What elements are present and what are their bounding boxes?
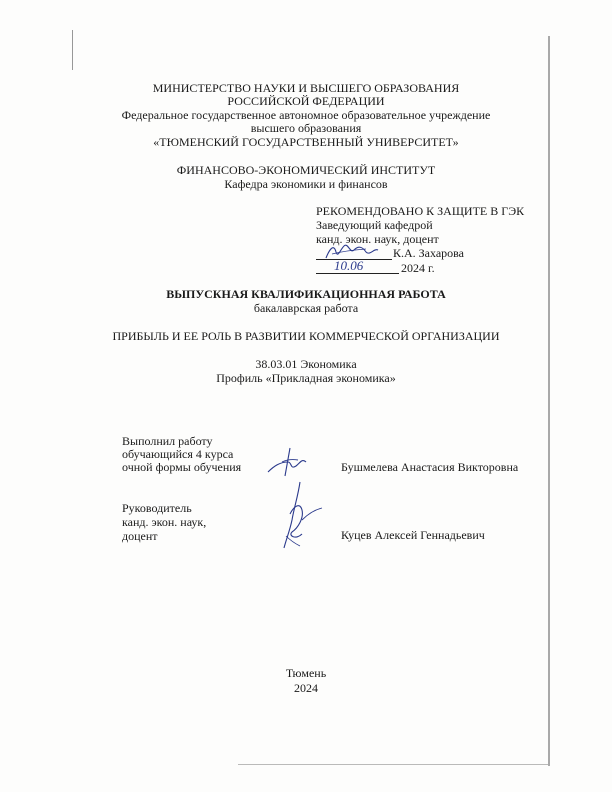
work-subtype: бакалаврская работа bbox=[253, 301, 359, 315]
supervisor-name: Куцев Алексей Геннадьевич bbox=[341, 528, 485, 542]
institute-name: ФИНАНСОВО-ЭКОНОМИЧЕСКИЙ ИНСТИТУТ bbox=[176, 163, 436, 177]
footer-year: 2024 bbox=[294, 681, 318, 695]
work-profile: Профиль «Прикладная экономика» bbox=[216, 371, 396, 385]
ministry-line-2: РОССИЙСКОЙ ФЕДЕРАЦИИ bbox=[227, 94, 385, 108]
institution-line-2: высшего образования bbox=[250, 121, 362, 135]
approval-degree: канд. экон. наук, доцент bbox=[316, 232, 439, 246]
work-type: ВЫПУСКНАЯ КВАЛИФИКАЦИОННАЯ РАБОТА bbox=[166, 287, 446, 301]
institution-line-1: Федеральное государственное автономное образовательное учреждение bbox=[121, 108, 491, 122]
work-code: 38.03.01 Экономика bbox=[255, 357, 357, 371]
footer-city: Тюмень bbox=[285, 666, 327, 680]
supervisor-line-3: доцент bbox=[122, 529, 158, 543]
approval-date-handwritten: 10.06 bbox=[334, 258, 364, 273]
supervisor-line-1: Руководитель bbox=[122, 501, 192, 515]
approval-year: 2024 г. bbox=[401, 261, 435, 275]
approval-role: Заведующий кафедрой bbox=[316, 218, 433, 232]
author-name: Бушмелева Анастасия Викторовна bbox=[341, 460, 519, 474]
approval-title: РЕКОМЕНДОВАНО К ЗАЩИТЕ В ГЭК bbox=[316, 204, 525, 218]
ministry-line-1: МИНИСТЕРСТВО НАУКИ И ВЫСШЕГО ОБРАЗОВАНИЯ bbox=[152, 81, 460, 95]
department-name: Кафедра экономики и финансов bbox=[224, 177, 388, 191]
author-line-3: очной формы обучения bbox=[122, 460, 242, 474]
work-topic: ПРИБЫЛЬ И ЕЕ РОЛЬ В РАЗВИТИИ КОММЕРЧЕСКОЙ ОРГАНИЗАЦИИ bbox=[112, 329, 500, 343]
approval-name: К.А. Захарова bbox=[393, 246, 465, 260]
supervisor-line-2: канд. экон. наук, bbox=[122, 515, 207, 529]
university-name: «ТЮМЕНСКИЙ ГОСУДАРСТВЕННЫЙ УНИВЕРСИТЕТ» bbox=[153, 135, 459, 149]
author-line-2: обучающийся 4 курса bbox=[122, 447, 234, 461]
author-line-1: Выполнил работу bbox=[122, 434, 213, 448]
